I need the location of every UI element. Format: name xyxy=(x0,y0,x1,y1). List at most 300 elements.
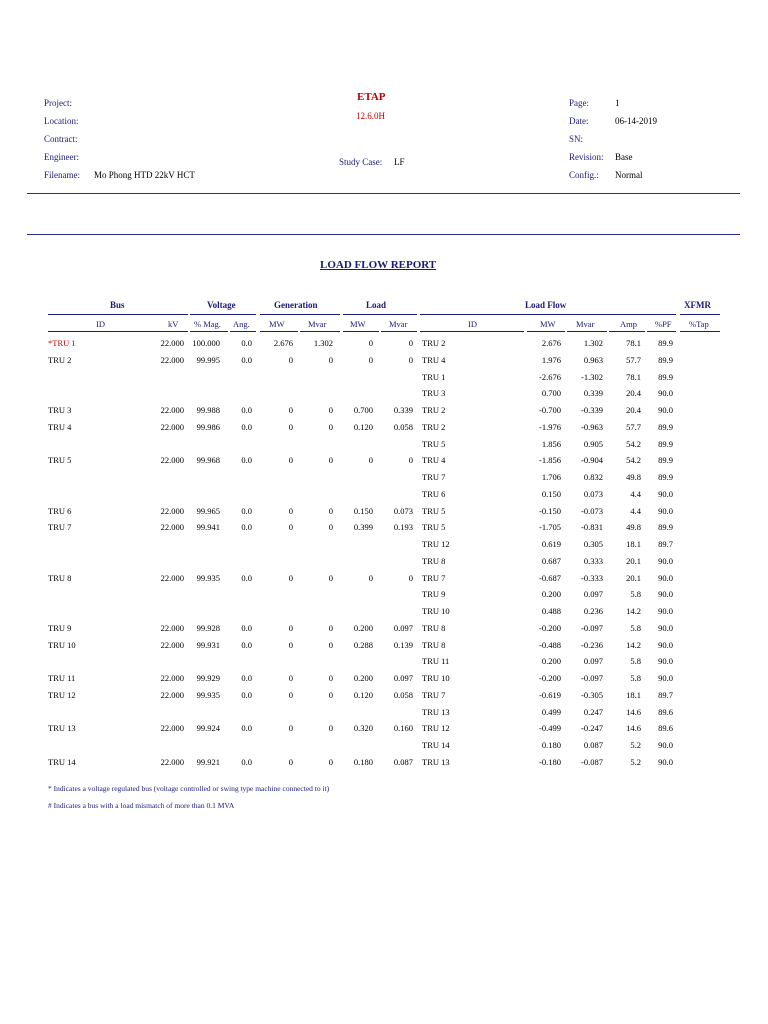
col-flow-mw: MW xyxy=(540,319,556,329)
cell-pf: 90.0 xyxy=(658,673,673,683)
cell-amp: 5.2 xyxy=(630,740,641,750)
cell-fmvar: -0.073 xyxy=(581,506,603,516)
cell-amp: 5.2 xyxy=(630,757,641,767)
column-underline xyxy=(609,331,645,332)
cell-fmw: -1.976 xyxy=(539,422,561,432)
cell-pf: 90.0 xyxy=(658,388,673,398)
cell-fmvar: 0.832 xyxy=(583,472,603,482)
cell-to: TRU 8 xyxy=(422,556,446,566)
cell-amp: 5.8 xyxy=(630,673,641,683)
engineer-label: Engineer: xyxy=(44,152,79,162)
cell-kv: 22.000 xyxy=(160,405,184,415)
cell-gmw: 0 xyxy=(288,506,293,516)
cell-fmw: 1.976 xyxy=(541,355,561,365)
cell-gmvar: 0 xyxy=(328,623,333,633)
cell-id: TRU 4 xyxy=(48,422,72,432)
cell-gmvar: 0 xyxy=(328,506,333,516)
group-xfmr: XFMR xyxy=(684,300,711,310)
cell-mag: 99.929 xyxy=(196,673,220,683)
cell-id: TRU 9 xyxy=(48,623,72,633)
cell-pf: 90.0 xyxy=(658,757,673,767)
col-ang: Ang. xyxy=(233,319,250,329)
cell-gmw: 0 xyxy=(288,623,293,633)
cell-lmvar: 0.058 xyxy=(393,422,413,432)
cell-gmw: 0 xyxy=(288,690,293,700)
cell-pf: 89.6 xyxy=(658,707,673,717)
cell-fmvar: 0.236 xyxy=(583,606,603,616)
cell-amp: 20.4 xyxy=(626,388,641,398)
cell-fmvar: 0.339 xyxy=(583,388,603,398)
cell-mag: 99.995 xyxy=(196,355,220,365)
cell-kv: 22.000 xyxy=(160,455,184,465)
cell-amp: 20.4 xyxy=(626,405,641,415)
cell-fmvar: -0.963 xyxy=(581,422,603,432)
cell-fmw: 0.619 xyxy=(541,539,561,549)
cell-to: TRU 13 xyxy=(422,757,450,767)
filename-label: Filename: xyxy=(44,170,80,180)
cell-lmw: 0 xyxy=(368,338,373,348)
cell-id: TRU 12 xyxy=(48,690,76,700)
cell-ang: 0.0 xyxy=(241,338,252,348)
cell-fmvar: -0.247 xyxy=(581,723,603,733)
cell-fmvar: -1.302 xyxy=(581,372,603,382)
col-gen-mvar: Mvar xyxy=(308,319,327,329)
cell-fmw: 0.200 xyxy=(541,589,561,599)
group-underline xyxy=(260,314,340,315)
cell-kv: 22.000 xyxy=(160,422,184,432)
cell-lmvar: 0.160 xyxy=(393,723,413,733)
cell-amp: 4.4 xyxy=(630,489,641,499)
cell-lmw: 0.320 xyxy=(353,723,373,733)
cell-mag: 99.928 xyxy=(196,623,220,633)
cell-to: TRU 14 xyxy=(422,740,450,750)
cell-amp: 54.2 xyxy=(626,439,641,449)
cell-fmw: -0.687 xyxy=(539,573,561,583)
cell-amp: 14.2 xyxy=(626,606,641,616)
page-label: Page: xyxy=(569,98,589,108)
group-voltage: Voltage xyxy=(207,300,236,310)
cell-fmvar: -0.236 xyxy=(581,640,603,650)
cell-amp: 57.7 xyxy=(626,422,641,432)
cell-to: TRU 7 xyxy=(422,690,446,700)
cell-amp: 18.1 xyxy=(626,690,641,700)
cell-to: TRU 5 xyxy=(422,439,446,449)
cell-to: TRU 4 xyxy=(422,355,446,365)
cell-to: TRU 7 xyxy=(422,472,446,482)
cell-lmvar: 0.058 xyxy=(393,690,413,700)
cell-fmvar: -0.305 xyxy=(581,690,603,700)
cell-kv: 22.000 xyxy=(160,757,184,767)
cell-pf: 90.0 xyxy=(658,405,673,415)
project-label: Project: xyxy=(44,98,72,108)
cell-pf: 90.0 xyxy=(658,589,673,599)
cell-fmw: -0.200 xyxy=(539,623,561,633)
cell-fmw: 1.706 xyxy=(541,472,561,482)
cell-pf: 89.9 xyxy=(658,472,673,482)
cell-fmw: 0.700 xyxy=(541,388,561,398)
cell-ang: 0.0 xyxy=(241,623,252,633)
cell-id: TRU 3 xyxy=(48,405,72,415)
cell-mag: 100.000 xyxy=(192,338,220,348)
sn-label: SN: xyxy=(569,134,584,144)
cell-fmvar: -0.904 xyxy=(581,455,603,465)
cell-lmw: 0 xyxy=(368,355,373,365)
cell-amp: 20.1 xyxy=(626,573,641,583)
cell-fmw: -0.499 xyxy=(539,723,561,733)
cell-lmvar: 0 xyxy=(408,338,413,348)
cell-fmvar: -0.831 xyxy=(581,522,603,532)
cell-fmvar: 0.097 xyxy=(583,589,603,599)
cell-fmw: 0.687 xyxy=(541,556,561,566)
col-mag: % Mag. xyxy=(194,319,221,329)
column-underline xyxy=(300,331,340,332)
cell-amp: 78.1 xyxy=(626,372,641,382)
cell-gmvar: 0 xyxy=(328,690,333,700)
cell-pf: 90.0 xyxy=(658,623,673,633)
cell-fmvar: 0.247 xyxy=(583,707,603,717)
cell-lmw: 0.399 xyxy=(353,522,373,532)
cell-pf: 89.7 xyxy=(658,690,673,700)
cell-amp: 78.1 xyxy=(626,338,641,348)
cell-kv: 22.000 xyxy=(160,506,184,516)
cell-gmw: 0 xyxy=(288,723,293,733)
cell-fmw: -0.619 xyxy=(539,690,561,700)
cell-mag: 99.921 xyxy=(196,757,220,767)
cell-ang: 0.0 xyxy=(241,506,252,516)
cell-fmw: -0.180 xyxy=(539,757,561,767)
cell-lmw: 0.288 xyxy=(353,640,373,650)
cell-fmvar: 0.073 xyxy=(583,489,603,499)
cell-lmvar: 0 xyxy=(408,573,413,583)
group-underline xyxy=(48,314,188,315)
cell-lmvar: 0 xyxy=(408,455,413,465)
cell-amp: 54.2 xyxy=(626,455,641,465)
cell-ang: 0.0 xyxy=(241,355,252,365)
cell-fmvar: 0.087 xyxy=(583,740,603,750)
config-label: Config.: xyxy=(569,170,599,180)
cell-pf: 89.9 xyxy=(658,522,673,532)
cell-pf: 89.9 xyxy=(658,372,673,382)
date-value: 06-14-2019 xyxy=(615,116,657,126)
column-underline xyxy=(647,331,676,332)
cell-lmw: 0.180 xyxy=(353,757,373,767)
column-underline xyxy=(190,331,228,332)
column-underline xyxy=(230,331,256,332)
column-underline xyxy=(381,331,417,332)
cell-lmvar: 0.087 xyxy=(393,757,413,767)
cell-amp: 5.8 xyxy=(630,589,641,599)
cell-ang: 0.0 xyxy=(241,723,252,733)
filename-value: Mo Phong HTD 22kV HCT xyxy=(94,170,195,180)
cell-amp: 5.8 xyxy=(630,623,641,633)
cell-id: TRU 13 xyxy=(48,723,76,733)
cell-kv: 22.000 xyxy=(160,522,184,532)
cell-pf: 89.9 xyxy=(658,439,673,449)
cell-to: TRU 10 xyxy=(422,606,450,616)
group-generation: Generation xyxy=(274,300,318,310)
cell-mag: 99.968 xyxy=(196,455,220,465)
cell-fmvar: 0.097 xyxy=(583,656,603,666)
section-divider xyxy=(27,234,740,235)
cell-gmw: 0 xyxy=(288,422,293,432)
cell-pf: 89.9 xyxy=(658,422,673,432)
col-amp: Amp xyxy=(620,319,637,329)
config-value: Normal xyxy=(615,170,643,180)
col-pf: %PF xyxy=(655,319,672,329)
cell-lmw: 0 xyxy=(368,573,373,583)
cell-fmw: -2.676 xyxy=(539,372,561,382)
cell-kv: 22.000 xyxy=(160,690,184,700)
cell-to: TRU 2 xyxy=(422,338,446,348)
cell-to: TRU 12 xyxy=(422,539,450,549)
column-underline xyxy=(420,331,524,332)
cell-amp: 49.8 xyxy=(626,472,641,482)
cell-ang: 0.0 xyxy=(241,422,252,432)
app-version: 12.6.0H xyxy=(356,111,385,121)
cell-pf: 89.9 xyxy=(658,355,673,365)
col-load-mvar: Mvar xyxy=(389,319,408,329)
cell-gmw: 2.676 xyxy=(273,338,293,348)
cell-pf: 90.0 xyxy=(658,606,673,616)
cell-kv: 22.000 xyxy=(160,673,184,683)
cell-gmw: 0 xyxy=(288,640,293,650)
date-label: Date: xyxy=(569,116,589,126)
cell-id: TRU 11 xyxy=(48,673,76,683)
cell-gmw: 0 xyxy=(288,405,293,415)
cell-to: TRU 8 xyxy=(422,623,446,633)
cell-lmw: 0.200 xyxy=(353,623,373,633)
cell-fmw: 0.200 xyxy=(541,656,561,666)
cell-fmw: 1.856 xyxy=(541,439,561,449)
column-underline xyxy=(343,331,379,332)
cell-amp: 14.6 xyxy=(626,707,641,717)
cell-fmvar: -0.097 xyxy=(581,673,603,683)
cell-gmvar: 0 xyxy=(328,522,333,532)
cell-id: TRU 14 xyxy=(48,757,76,767)
cell-ang: 0.0 xyxy=(241,405,252,415)
column-underline xyxy=(260,331,298,332)
cell-mag: 99.935 xyxy=(196,573,220,583)
cell-gmw: 0 xyxy=(288,522,293,532)
cell-mag: 99.988 xyxy=(196,405,220,415)
cell-amp: 18.1 xyxy=(626,539,641,549)
cell-mag: 99.935 xyxy=(196,690,220,700)
cell-lmvar: 0 xyxy=(408,355,413,365)
cell-lmvar: 0.139 xyxy=(393,640,413,650)
cell-id: TRU 2 xyxy=(48,355,72,365)
cell-gmvar: 0 xyxy=(328,573,333,583)
cell-gmvar: 0 xyxy=(328,405,333,415)
cell-to: TRU 10 xyxy=(422,673,450,683)
group-underline xyxy=(190,314,256,315)
cell-fmw: 2.676 xyxy=(541,338,561,348)
cell-amp: 5.8 xyxy=(630,656,641,666)
cell-to: TRU 12 xyxy=(422,723,450,733)
cell-fmw: -1.705 xyxy=(539,522,561,532)
cell-gmw: 0 xyxy=(288,573,293,583)
col-load-mw: MW xyxy=(350,319,366,329)
cell-lmvar: 0.193 xyxy=(393,522,413,532)
cell-id: TRU 6 xyxy=(48,506,72,516)
page-value: 1 xyxy=(615,98,620,108)
cell-pf: 89.9 xyxy=(658,455,673,465)
group-underline xyxy=(680,314,720,315)
cell-pf: 90.0 xyxy=(658,740,673,750)
cell-lmvar: 0.097 xyxy=(393,623,413,633)
cell-fmw: 0.488 xyxy=(541,606,561,616)
cell-gmw: 0 xyxy=(288,757,293,767)
group-load-flow: Load Flow xyxy=(525,300,567,310)
cell-to: TRU 9 xyxy=(422,589,446,599)
cell-ang: 0.0 xyxy=(241,573,252,583)
cell-fmw: -0.200 xyxy=(539,673,561,683)
cell-to: TRU 2 xyxy=(422,422,446,432)
col-flow-mvar: Mvar xyxy=(576,319,595,329)
cell-ang: 0.0 xyxy=(241,673,252,683)
column-underline xyxy=(527,331,565,332)
cell-gmvar: 1.302 xyxy=(313,338,333,348)
note-load-mismatch: # Indicates a bus with a load mismatch of more than 0.1 MVA xyxy=(48,801,235,810)
cell-fmvar: -0.097 xyxy=(581,623,603,633)
cell-lmw: 0.120 xyxy=(353,690,373,700)
cell-gmvar: 0 xyxy=(328,455,333,465)
cell-gmw: 0 xyxy=(288,355,293,365)
cell-gmw: 0 xyxy=(288,673,293,683)
cell-fmw: -0.150 xyxy=(539,506,561,516)
cell-to: TRU 6 xyxy=(422,489,446,499)
cell-fmw: 0.180 xyxy=(541,740,561,750)
cell-to: TRU 2 xyxy=(422,405,446,415)
col-kv: kV xyxy=(168,319,179,329)
cell-mag: 99.941 xyxy=(196,522,220,532)
cell-gmvar: 0 xyxy=(328,640,333,650)
cell-gmvar: 0 xyxy=(328,355,333,365)
cell-kv: 22.000 xyxy=(160,640,184,650)
cell-id: TRU 8 xyxy=(48,573,72,583)
cell-gmw: 0 xyxy=(288,455,293,465)
note-regulated-bus: * Indicates a voltage regulated bus (voltage controlled or swing type machine connected to it) xyxy=(48,784,330,793)
cell-id: *TRU 1 xyxy=(48,338,76,348)
col-tap: %Tap xyxy=(689,319,709,329)
cell-fmvar: 1.302 xyxy=(583,338,603,348)
col-gen-mw: MW xyxy=(269,319,285,329)
cell-pf: 90.0 xyxy=(658,506,673,516)
revision-label: Revision: xyxy=(569,152,604,162)
cell-id: TRU 5 xyxy=(48,455,72,465)
study-case-label: Study Case: xyxy=(339,157,383,167)
cell-pf: 90.0 xyxy=(658,640,673,650)
contract-label: Contract: xyxy=(44,134,78,144)
cell-fmw: -0.700 xyxy=(539,405,561,415)
cell-gmvar: 0 xyxy=(328,723,333,733)
cell-amp: 57.7 xyxy=(626,355,641,365)
column-underline xyxy=(160,331,184,332)
cell-fmvar: -0.339 xyxy=(581,405,603,415)
cell-lmvar: 0.097 xyxy=(393,673,413,683)
cell-to: TRU 3 xyxy=(422,388,446,398)
cell-to: TRU 4 xyxy=(422,455,446,465)
cell-kv: 22.000 xyxy=(160,355,184,365)
cell-lmw: 0 xyxy=(368,455,373,465)
cell-fmw: 0.150 xyxy=(541,489,561,499)
cell-id: TRU 7 xyxy=(48,522,72,532)
cell-lmw: 0.700 xyxy=(353,405,373,415)
location-label: Location: xyxy=(44,116,79,126)
cell-pf: 89.7 xyxy=(658,539,673,549)
app-name: ETAP xyxy=(357,91,386,103)
cell-to: TRU 5 xyxy=(422,506,446,516)
cell-pf: 90.0 xyxy=(658,489,673,499)
cell-to: TRU 8 xyxy=(422,640,446,650)
cell-pf: 90.0 xyxy=(658,656,673,666)
cell-pf: 89.9 xyxy=(658,338,673,348)
cell-fmvar: 0.333 xyxy=(583,556,603,566)
cell-to: TRU 13 xyxy=(422,707,450,717)
cell-pf: 90.0 xyxy=(658,556,673,566)
cell-pf: 90.0 xyxy=(658,573,673,583)
cell-amp: 49.8 xyxy=(626,522,641,532)
cell-mag: 99.986 xyxy=(196,422,220,432)
group-underline xyxy=(420,314,676,315)
cell-fmvar: 0.905 xyxy=(583,439,603,449)
column-underline xyxy=(680,331,720,332)
cell-gmvar: 0 xyxy=(328,673,333,683)
cell-gmvar: 0 xyxy=(328,422,333,432)
col-bus-id: ID xyxy=(96,319,105,329)
group-load: Load xyxy=(366,300,387,310)
cell-to: TRU 11 xyxy=(422,656,450,666)
cell-amp: 14.6 xyxy=(626,723,641,733)
cell-mag: 99.931 xyxy=(196,640,220,650)
cell-fmw: -1.856 xyxy=(539,455,561,465)
col-flow-id: ID xyxy=(468,319,477,329)
column-underline xyxy=(567,331,607,332)
cell-lmvar: 0.339 xyxy=(393,405,413,415)
cell-ang: 0.0 xyxy=(241,640,252,650)
cell-lmvar: 0.073 xyxy=(393,506,413,516)
cell-kv: 22.000 xyxy=(160,723,184,733)
group-bus: Bus xyxy=(110,300,125,310)
cell-amp: 20.1 xyxy=(626,556,641,566)
cell-fmw: 0.499 xyxy=(541,707,561,717)
cell-to: TRU 7 xyxy=(422,573,446,583)
cell-ang: 0.0 xyxy=(241,455,252,465)
cell-mag: 99.965 xyxy=(196,506,220,516)
cell-lmw: 0.200 xyxy=(353,673,373,683)
cell-gmvar: 0 xyxy=(328,757,333,767)
cell-id: TRU 10 xyxy=(48,640,76,650)
cell-fmvar: 0.305 xyxy=(583,539,603,549)
cell-fmvar: -0.087 xyxy=(581,757,603,767)
cell-kv: 22.000 xyxy=(160,573,184,583)
cell-lmw: 0.120 xyxy=(353,422,373,432)
cell-ang: 0.0 xyxy=(241,690,252,700)
study-case-value: LF xyxy=(394,157,405,167)
cell-amp: 14.2 xyxy=(626,640,641,650)
cell-amp: 4.4 xyxy=(630,506,641,516)
cell-fmvar: -0.333 xyxy=(581,573,603,583)
cell-kv: 22.000 xyxy=(160,623,184,633)
header-divider xyxy=(27,193,740,194)
group-underline xyxy=(343,314,417,315)
cell-fmvar: 0.963 xyxy=(583,355,603,365)
cell-pf: 89.6 xyxy=(658,723,673,733)
cell-ang: 0.0 xyxy=(241,522,252,532)
cell-kv: 22.000 xyxy=(160,338,184,348)
revision-value: Base xyxy=(615,152,633,162)
cell-mag: 99.924 xyxy=(196,723,220,733)
cell-to: TRU 1 xyxy=(422,372,446,382)
